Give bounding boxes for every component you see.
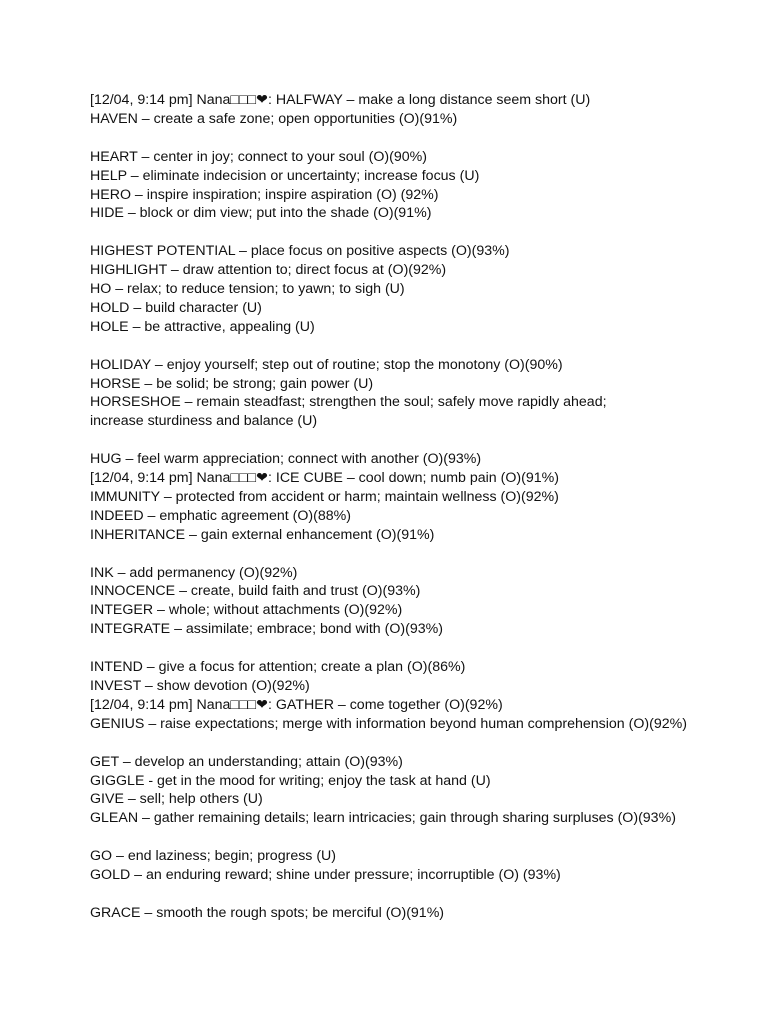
text-line: HIGHEST POTENTIAL – place focus on positive aspects (O)(93%) (90, 243, 510, 260)
text-line: [12/04, 9:14 pm] Nana□□□❤: GATHER – come together (O)(92%) (90, 696, 503, 713)
text-line: HORSESHOE – remain steadfast; strengthen the soul; safely move rapidly ahead; increase sturdiness and balance (U) (90, 394, 607, 430)
text-line: HOLIDAY – enjoy yourself; step out of routine; stop the monotony (O)(90%) (90, 356, 563, 373)
text-line: IMMUNITY – protected from accident or harm; maintain wellness (O)(92%) (90, 488, 559, 505)
text-line: INDEED – emphatic agreement (O)(88%) (90, 507, 351, 524)
paragraph-gap (90, 885, 730, 904)
paragraph-gap (90, 431, 730, 450)
text-line: GENIUS – raise expectations; merge with information beyond human comprehension (O)(92%) (90, 715, 687, 732)
paragraph-gap (90, 828, 730, 847)
text-line: INTEGRATE – assimilate; embrace; bond with (O)(93%) (90, 621, 443, 638)
text-line: GIGGLE - get in the mood for writing; enjoy the task at hand (U) (90, 772, 491, 789)
text-line: HIGHLIGHT – draw attention to; direct focus at (O)(92%) (90, 262, 447, 279)
text-line: GET – develop an understanding; attain (O)(93%) (90, 753, 403, 770)
text-line: [12/04, 9:14 pm] Nana□□□❤: HALFWAY – make a long distance seem short (U) (90, 92, 591, 108)
paragraph-gap (90, 639, 730, 658)
text-line: INTEGER – whole; without attachments (O)(92%) (90, 602, 403, 619)
text-line: GRACE – smooth the rough spots; be merciful (O)(91%) (90, 904, 445, 921)
text-line: HIDE – block or dim view; put into the shade (O)(91%) (90, 205, 432, 222)
text-line: INHERITANCE – gain external enhancement (O)(91%) (90, 526, 435, 543)
text-line: INTEND – give a focus for attention; create a plan (O)(86%) (90, 659, 466, 676)
document-text (90, 91, 730, 923)
paragraph-gap (90, 129, 730, 148)
text-line: GLEAN – gather remaining details; learn intricacies; gain through sharing surpluses (O)(93%) (90, 810, 676, 827)
text-line: HOLD – build character (U) (90, 299, 262, 316)
text-line: [12/04, 9:14 pm] Nana□□□❤: ICE CUBE – cool down; numb pain (O)(91%) (90, 470, 559, 487)
text-line: HOLE – be attractive, appealing (U) (90, 318, 315, 335)
text-line: HELP – eliminate indecision or uncertainty; increase focus (U) (90, 167, 480, 184)
paragraph-gap (90, 545, 730, 564)
paragraph-gap (90, 734, 730, 753)
text-line: HO – relax; to reduce tension; to yawn; to sigh (U) (90, 281, 405, 298)
text-line: GOLD – an enduring reward; shine under pressure; incorruptible (O) (93%) (90, 867, 561, 884)
text-line: GO – end laziness; begin; progress (U) (90, 848, 337, 865)
paragraph-gap (90, 223, 730, 242)
text-line: HAVEN – create a safe zone; open opportunities (O)(91%) (90, 110, 458, 127)
text-line: HERO – inspire inspiration; inspire aspiration (O) (92%) (90, 186, 439, 203)
text-line: INK – add permanency (O)(92%) (90, 564, 298, 581)
text-line: HEART – center in joy; connect to your soul (O)(90%) (90, 148, 427, 165)
text-line: INVEST – show devotion (O)(92%) (90, 678, 310, 694)
text-line: INNOCENCE – create, build faith and trust (O)(93%) (90, 583, 421, 600)
text-line: HORSE – be solid; be strong; gain power (U) (90, 375, 374, 392)
paragraph-gap (90, 337, 730, 356)
text-line: GIVE – sell; help others (U) (90, 791, 263, 808)
text-line: HUG – feel warm appreciation; connect with another (O)(93%) (90, 451, 482, 468)
